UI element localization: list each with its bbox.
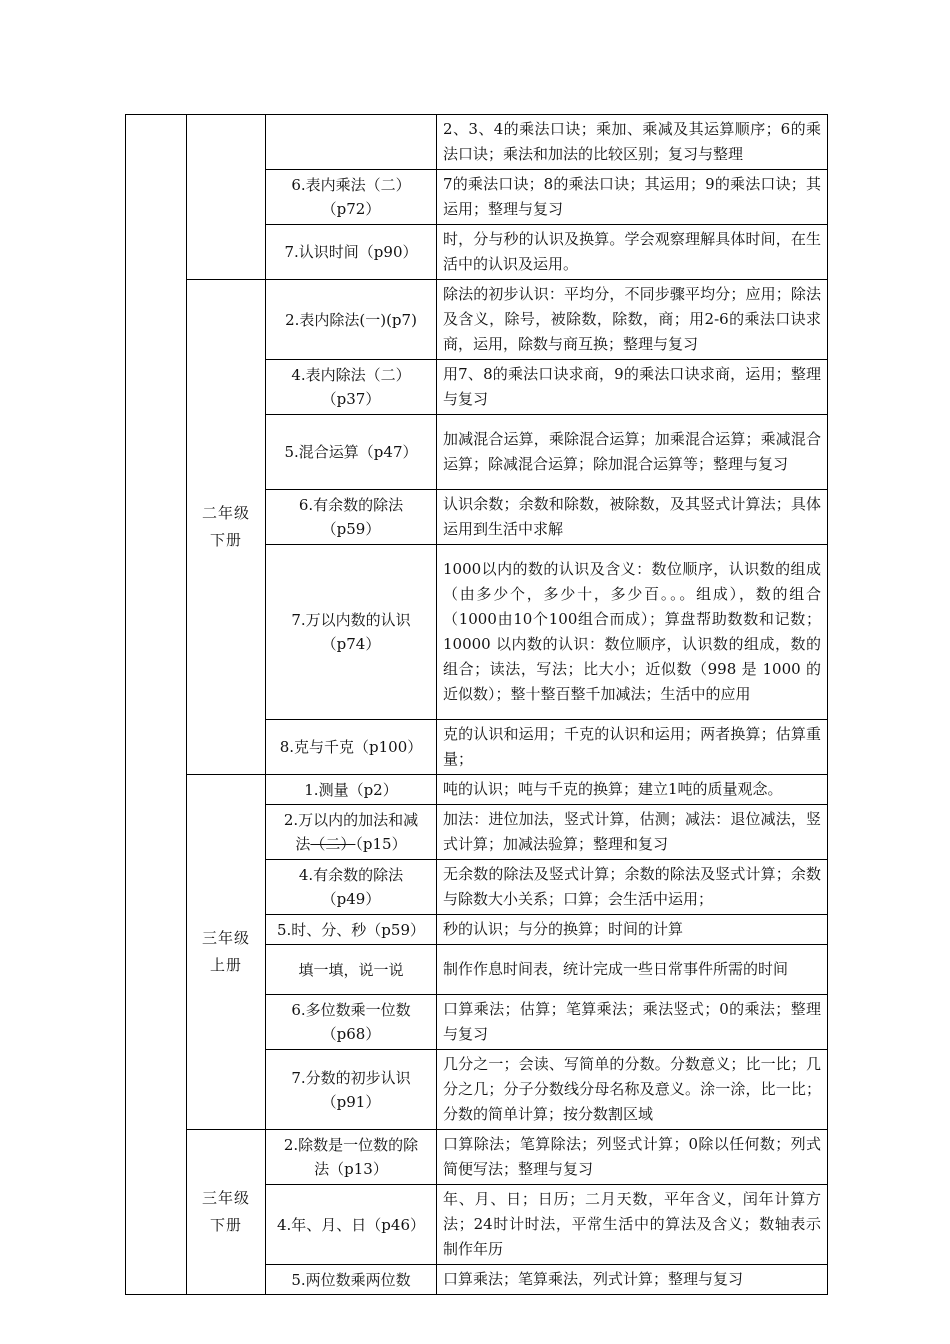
- content-cell: 加法：进位加法，竖式计算，估测；减法：退位减法，竖式计算；加减法验算；整理和复习: [437, 805, 828, 860]
- unit-cell: 7.分数的初步认识 （p91）: [266, 1050, 437, 1130]
- grade-label: 三年级: [201, 1189, 250, 1207]
- unit-cell: 4.年、月、日（p46）: [266, 1185, 437, 1265]
- unit-cell: 4.有余数的除法 （p49）: [266, 860, 437, 915]
- unit-cell: 6.多位数乘一位数 （p68）: [266, 995, 437, 1050]
- content-cell: 年、月、日；日历；二月天数，平年含义，闰年计算方法；24时计时法，平常生活中的算法及含义；数轴表示制作年历: [437, 1185, 828, 1265]
- content-cell: 认识余数；余数和除数，被除数，及其竖式计算法；具体运用到生活中求解: [437, 490, 828, 545]
- content-cell: 秒的认识；与分的换算；时间的计算: [437, 915, 828, 945]
- content-cell: 时，分与秒的认识及换算。学会观察理解具体时间，在生活中的认识及运用。: [437, 225, 828, 280]
- content-cell: 克的认识和运用；千克的认识和运用；两者换算；估算重量；: [437, 720, 828, 775]
- grade-label: 二年级: [201, 504, 250, 522]
- semester-label: 下册: [209, 1216, 242, 1234]
- struck-text: （二）: [310, 835, 356, 853]
- grade-cell: [187, 280, 266, 775]
- content-cell: 口算乘法；估算；笔算乘法；乘法竖式；0的乘法；整理与复习: [437, 995, 828, 1050]
- grade-cell: [187, 1130, 266, 1295]
- content-cell: 制作作息时间表，统计完成一些日常事件所需的时间: [437, 945, 828, 995]
- unit-cell: 2.除数是一位数的除 法（p13）: [266, 1130, 437, 1185]
- unit-cell: 填一填，说一说: [266, 945, 437, 995]
- unit-cell: [266, 115, 437, 170]
- table-row: [126, 775, 828, 805]
- content-cell: 除法的初步认识：平均分，不同步骤平均分；应用；除法及含义，除号，被除数，除数，商；用2-6的乘法口诀求商，运用，除数与商互换；整理与复习: [437, 280, 828, 360]
- table-row: [126, 280, 828, 360]
- content-cell: 加减混合运算，乘除混合运算；加乘混合运算；乘减混合运算；除减混合运算；除加混合运算等；整理与复习: [437, 415, 828, 490]
- unit-cell: 5.时、分、秒（p59）: [266, 915, 437, 945]
- content-cell: 吨的认识；吨与千克的换算；建立1吨的质量观念。: [437, 775, 828, 805]
- unit-cell: 7.万以内数的认识 （p74）: [266, 545, 437, 720]
- table-row: [126, 115, 828, 170]
- unit-cell: 6.有余数的除法 （p59）: [266, 490, 437, 545]
- content-cell: 用7、8的乘法口诀求商，9的乘法口诀求商，运用；整理与复习: [437, 360, 828, 415]
- unit-cell: 4.表内除法（二） （p37）: [266, 360, 437, 415]
- content-cell: 无余数的除法及竖式计算；余数的除法及竖式计算；余数与除数大小关系；口算；会生活中运用；: [437, 860, 828, 915]
- unit-cell: 2.万以内的加法和减 法（二）（p15）: [266, 805, 437, 860]
- table-row: [126, 1130, 828, 1185]
- semester-label: 下册: [209, 531, 242, 549]
- unit-cell: 7.认识时间（p90）: [266, 225, 437, 280]
- grade-cell: [187, 115, 266, 280]
- unit-cell: 2.表内除法(一)(p7): [266, 280, 437, 360]
- grade-label: 三年级: [201, 929, 250, 947]
- content-cell: 2、3、4的乘法口诀；乘加、乘减及其运算顺序；6的乘法口诀；乘法和加法的比较区别；复习与整理: [437, 115, 828, 170]
- content-cell: 口算除法；笔算除法；列竖式计算；0除以任何数；列式简便写法；整理与复习: [437, 1130, 828, 1185]
- stage-cell: [126, 115, 187, 1295]
- semester-label: 上册: [209, 956, 242, 974]
- content-cell: 口算乘法；笔算乘法，列式计算；整理与复习: [437, 1265, 828, 1295]
- unit-cell: 8.克与千克（p100）: [266, 720, 437, 775]
- unit-cell: 1.测量（p2）: [266, 775, 437, 805]
- unit-cell: 5.两位数乘两位数: [266, 1265, 437, 1295]
- content-cell: 7的乘法口诀；8的乘法口诀；其运用；9的乘法口诀；其运用；整理与复习: [437, 170, 828, 225]
- curriculum-table: [125, 114, 828, 1295]
- content-cell: 1000以内的数的认识及含义：数位顺序，认识数的组成（由多少个，多少十，多少百。。。组成），数的组合（1000由10个100组合而成）；算盘帮助数数和记数；10000 以内数的认识：数位顺序，认识数的组成，数的组合；读法，写法；比大小；近似数（998 是 1000 的近似数）；整十整百整千加减法；生活中的应用: [437, 545, 828, 720]
- unit-cell: 5.混合运算（p47）: [266, 415, 437, 490]
- content-cell: 几分之一；会读、写简单的分数。分数意义；比一比；几分之几；分子分数线分母名称及意义。涂一涂，比一比；分数的简单计算；按分数割区域: [437, 1050, 828, 1130]
- grade-cell: [187, 775, 266, 1130]
- unit-cell: 6.表内乘法（二） （p72）: [266, 170, 437, 225]
